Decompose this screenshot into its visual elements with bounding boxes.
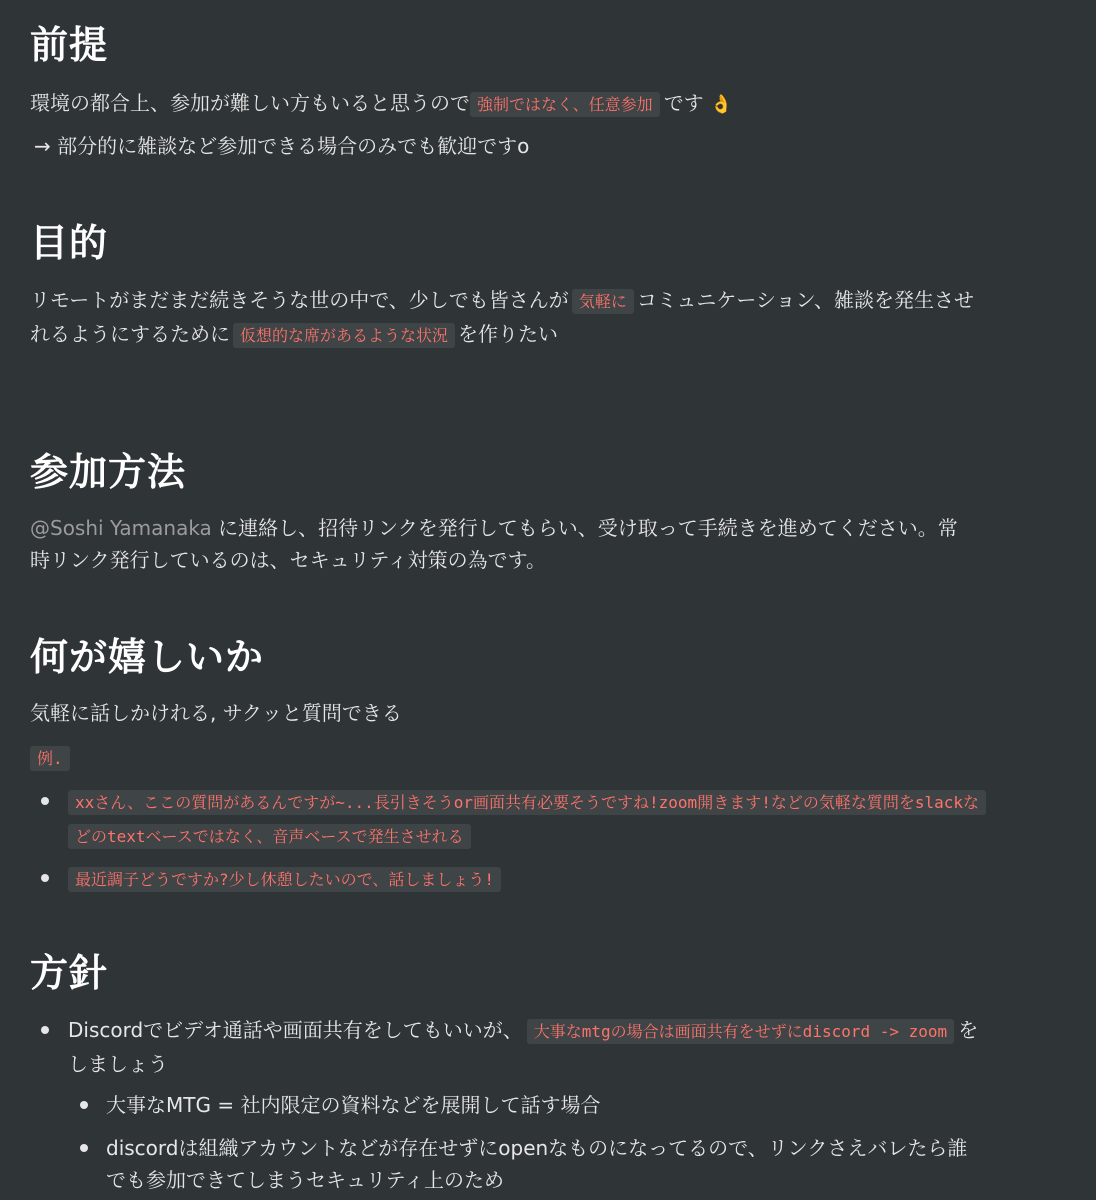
heading-benefits: 何が嬉しいか [30,635,265,679]
purpose-text-2: コミュニケーション、雑談を発生させれるようにするために [30,288,975,346]
example-label [30,741,70,775]
benefit-item-code: 最近調子どうですか?少し休憩したいので、話しましょう! [68,867,501,892]
policy-item-code: 大事なmtgの場合は画面共有をせずにdiscord -> zoom [527,1019,954,1044]
policy-item-text: Discordでビデオ通話や画面共有をしてもいいが、 [68,1018,523,1042]
benefit-list-item [68,785,988,853]
ok-hand-emoji-icon: 👌 [710,94,733,115]
purpose-paragraph [30,284,990,352]
policy-subitem: 大事なMTG = 社内限定の資料などを展開して話す場合 [106,1093,601,1117]
how-to-join-text: に連絡し、招待リンクを発行してもらい、受け取って手続きを進めてください。常時リンク発行しているのは、セキュリティ対策の為です。 [30,516,958,572]
premise-line-2: → 部分的に雑談など参加できる場合のみでも歓迎ですo [34,134,530,158]
bullet-dot-icon [80,1144,88,1152]
bullet-dot-icon [80,1101,88,1109]
benefit-list-item [68,862,988,896]
policy-item-suffix: をしましょう [68,1018,979,1076]
how-to-join-paragraph [30,512,970,576]
purpose-inline-code-1: 気軽に [572,289,634,314]
heading-premise: 前提 [30,23,109,67]
benefits-text: 気軽に話しかけれる, サクッと質問できる [30,701,402,725]
bullet-dot-icon [41,797,49,805]
purpose-text-1: リモートがまだまだ続きそうな世の中で、少しでも皆さんが [30,288,569,312]
premise-text: 環境の都合上、参加が難しい方もいると思うので [30,91,470,115]
user-mention[interactable]: @Soshi Yamanaka [30,516,212,540]
bullet-dot-icon [41,1026,49,1034]
heading-purpose: 目的 [30,221,109,265]
purpose-text-3: を作りたい [458,322,559,346]
heading-how-to-join: 参加方法 [30,450,187,494]
purpose-inline-code-2: 仮想的な席があるような状況 [233,323,455,348]
example-inline-code: 例. [30,746,70,771]
policy-list-item [68,1014,988,1081]
premise-suffix: です [663,91,704,115]
heading-policy: 方針 [30,951,109,995]
policy-subitem: discordは組織アカウントなどが存在せずにopenなものになってるので、リンクさえバレたら誰でも参加できてしまうセキュリティ上のため [106,1136,968,1192]
premise-inline-code: 強制ではなく、任意参加 [470,92,660,117]
bullet-dot-icon [41,874,49,882]
premise-line-1 [30,87,1030,121]
benefit-item-code: xxさん、ここの質問があるんですが~...長引きそうor画面共有必要そうですね!zoom開きます!などの気軽な質問をslackなどのtextベースではなく、音声ベースで発生させれる [68,790,986,849]
